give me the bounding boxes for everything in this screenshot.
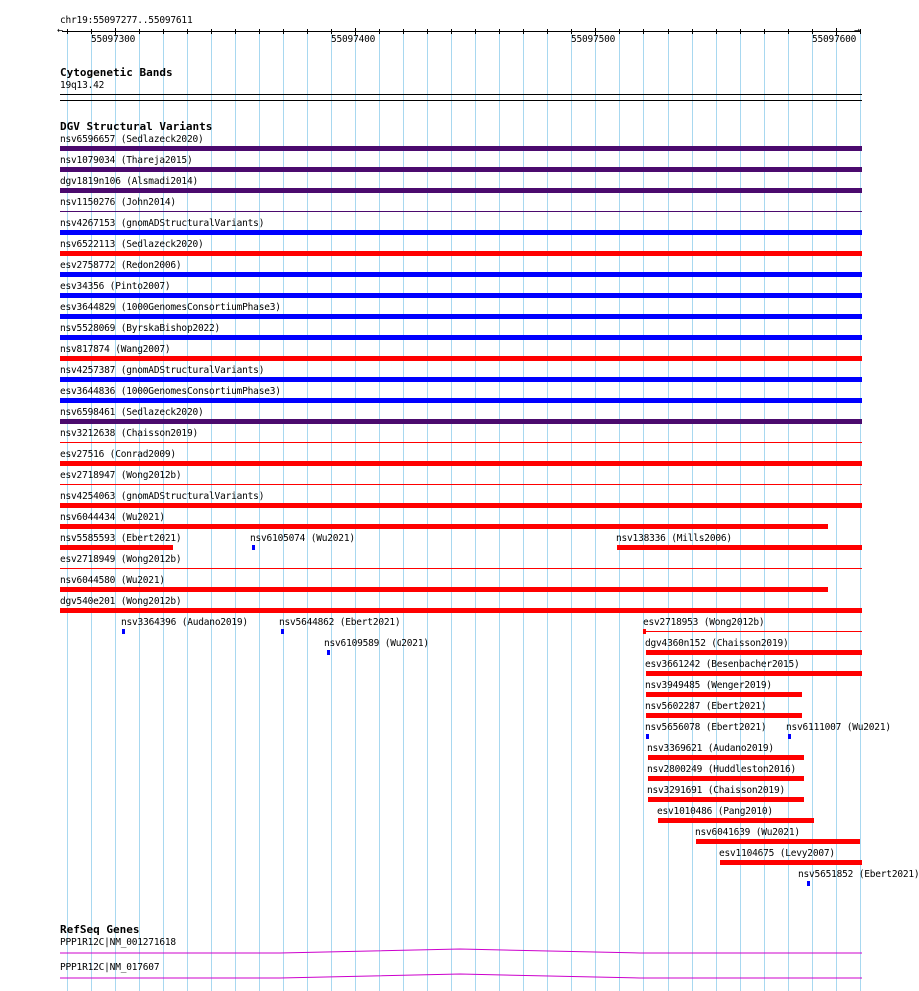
variant-feature[interactable] <box>60 188 862 193</box>
ruler-minor-tick <box>788 29 789 34</box>
variant-feature[interactable] <box>60 335 862 340</box>
variant-feature[interactable] <box>60 211 862 212</box>
variant-feature[interactable] <box>122 629 125 634</box>
variant-label[interactable]: nsv3364396 (Audano2019) <box>121 617 248 628</box>
cytoband-line-lower <box>60 100 862 101</box>
variant-feature[interactable] <box>60 398 862 403</box>
variant-feature[interactable] <box>788 734 791 739</box>
variant-label[interactable]: esv2758772 (Redon2006) <box>60 260 182 271</box>
variant-label[interactable]: nsv5651852 (Ebert2021) <box>798 869 919 880</box>
variant-feature[interactable] <box>648 755 804 760</box>
variant-feature[interactable] <box>646 671 862 676</box>
ruler-minor-tick <box>740 29 741 34</box>
ruler-arrow-right-icon: → <box>854 25 860 36</box>
variant-label[interactable]: nsv4267153 (gnomADStructuralVariants) <box>60 218 265 229</box>
variant-label[interactable]: nsv138336 (Mills2006) <box>616 533 732 544</box>
variant-label[interactable]: dgv540e201 (Wong2012b) <box>60 596 182 607</box>
variant-feature[interactable] <box>60 608 862 613</box>
variant-label[interactable]: dgv1819n106 (Alsmadi2014) <box>60 176 198 187</box>
variant-label[interactable]: esv27516 (Conrad2009) <box>60 449 176 460</box>
variant-label[interactable]: nsv5602287 (Ebert2021) <box>645 701 767 712</box>
variant-feature[interactable] <box>807 881 810 886</box>
variant-label[interactable]: nsv1079034 (Thareja2015) <box>60 155 193 166</box>
variant-feature[interactable] <box>60 568 862 569</box>
ruler-tick-label: 55097600 <box>812 34 857 45</box>
ruler-minor-tick <box>668 29 669 34</box>
variant-label[interactable]: esv2718947 (Wong2012b) <box>60 470 182 481</box>
variant-label[interactable]: nsv6105074 (Wu2021) <box>250 533 355 544</box>
ruler-position-label: chr19:55097277..55097611 <box>60 15 193 26</box>
variant-label[interactable]: nsv3949485 (Wenger2019) <box>645 680 772 691</box>
variant-label[interactable]: nsv6596657 (Sedlazeck2020) <box>60 134 204 145</box>
ruler-minor-tick <box>475 29 476 34</box>
ruler-minor-tick <box>619 29 620 34</box>
ruler-minor-tick <box>643 29 644 34</box>
variant-label[interactable]: nsv6522113 (Sedlazeck2020) <box>60 239 204 250</box>
variant-label[interactable]: esv2718953 (Wong2012b) <box>643 617 765 628</box>
variant-label[interactable]: esv3644836 (1000GenomesConsortiumPhase3) <box>60 386 281 397</box>
variant-label[interactable]: nsv6044580 (Wu2021) <box>60 575 165 586</box>
ruler-minor-tick <box>427 29 428 34</box>
variant-label[interactable]: nsv3369621 (Audano2019) <box>647 743 774 754</box>
variant-feature[interactable] <box>60 377 862 382</box>
ruler-minor-tick <box>163 29 164 34</box>
variant-feature[interactable] <box>60 503 862 508</box>
variant-feature[interactable] <box>281 629 284 634</box>
variant-feature[interactable] <box>646 650 862 655</box>
ruler-minor-tick <box>716 29 717 34</box>
ruler-minor-tick <box>259 29 260 34</box>
variant-label[interactable]: nsv817874 (Wang2007) <box>60 344 171 355</box>
variant-feature[interactable] <box>60 356 862 361</box>
ruler-tick-label: 55097500 <box>571 34 616 45</box>
ruler-minor-tick <box>307 29 308 34</box>
ruler-minor-tick <box>764 29 765 34</box>
ruler-minor-tick <box>523 29 524 34</box>
variant-feature[interactable] <box>252 545 255 550</box>
variant-feature[interactable] <box>658 818 814 823</box>
variant-label[interactable]: nsv5656078 (Ebert2021) <box>645 722 767 733</box>
variant-feature[interactable] <box>696 839 860 844</box>
variant-label[interactable]: nsv4257387 (gnomADStructuralVariants) <box>60 365 265 376</box>
gene-label[interactable]: PPP1R12C|NM_001271618 <box>60 937 176 948</box>
variant-feature[interactable] <box>327 650 330 655</box>
ruler-minor-tick <box>451 29 452 34</box>
ruler-minor-tick <box>67 29 68 34</box>
variant-feature[interactable] <box>643 631 862 632</box>
variant-feature[interactable] <box>60 314 862 319</box>
variant-label[interactable]: esv2718949 (Wong2012b) <box>60 554 182 565</box>
variant-feature[interactable] <box>646 692 802 697</box>
variant-feature[interactable] <box>60 230 862 235</box>
variant-label[interactable]: nsv3212638 (Chaisson2019) <box>60 428 198 439</box>
ruler-minor-tick <box>235 29 236 34</box>
variant-label[interactable]: esv1010486 (Pang2010) <box>657 806 773 817</box>
ruler-minor-tick <box>187 29 188 34</box>
variant-feature[interactable] <box>720 860 862 865</box>
variant-label[interactable]: nsv6109589 (Wu2021) <box>324 638 429 649</box>
variant-feature[interactable] <box>60 419 862 424</box>
ruler-tick-label: 55097300 <box>91 34 136 45</box>
variant-feature[interactable] <box>60 146 862 151</box>
ruler-minor-tick <box>139 29 140 34</box>
variant-label[interactable]: nsv1150276 (John2014) <box>60 197 176 208</box>
variant-feature[interactable] <box>60 524 828 529</box>
variant-feature[interactable] <box>648 776 804 781</box>
variant-feature[interactable] <box>646 713 802 718</box>
variant-feature[interactable] <box>648 797 804 802</box>
ruler-minor-tick <box>379 29 380 34</box>
variant-feature[interactable] <box>60 484 862 485</box>
variant-label[interactable]: nsv3291691 (Chaisson2019) <box>647 785 785 796</box>
cytobands-track-title[interactable]: Cytogenetic Bands <box>60 66 173 79</box>
variant-feature[interactable] <box>617 545 862 550</box>
variant-label[interactable]: esv1104675 (Levy2007) <box>719 848 835 859</box>
variant-label[interactable]: nsv6111007 (Wu2021) <box>786 722 891 733</box>
variant-label[interactable]: nsv4254063 (gnomADStructuralVariants) <box>60 491 265 502</box>
variant-label[interactable]: esv34356 (Pinto2007) <box>60 281 171 292</box>
variant-label[interactable]: esv3644829 (1000GenomesConsortiumPhase3) <box>60 302 281 313</box>
variant-feature[interactable] <box>60 272 862 277</box>
variant-label[interactable]: nsv5585593 (Ebert2021) <box>60 533 182 544</box>
variant-label[interactable]: nsv2800249 (Huddleston2016) <box>647 764 797 775</box>
gene-feature[interactable] <box>60 971 870 981</box>
cytoband-line-upper <box>60 94 862 95</box>
dgv-track-title[interactable]: DGV Structural Variants <box>60 120 213 133</box>
ruler-minor-tick <box>547 29 548 34</box>
variant-feature[interactable] <box>60 461 862 466</box>
ruler-minor-tick <box>692 29 693 34</box>
variant-feature[interactable] <box>60 442 862 443</box>
gene-feature[interactable] <box>60 946 870 956</box>
ruler-minor-tick <box>860 29 861 34</box>
variant-label[interactable]: nsv5644862 (Ebert2021) <box>279 617 401 628</box>
gene-intron-line <box>60 949 862 953</box>
variant-feature-start-marker[interactable] <box>643 629 646 634</box>
ruler-minor-tick <box>211 29 212 34</box>
variant-label[interactable]: dgv4360n152 (Chaisson2019) <box>645 638 789 649</box>
variant-label[interactable]: nsv6044434 (Wu2021) <box>60 512 165 523</box>
ruler-minor-tick <box>283 29 284 34</box>
variant-feature[interactable] <box>646 734 649 739</box>
variant-label[interactable]: nsv6041639 (Wu2021) <box>695 827 800 838</box>
ruler-minor-tick <box>499 29 500 34</box>
variant-label[interactable]: nsv5528069 (ByrskaBishop2022) <box>60 323 221 334</box>
ruler-tick-label: 55097400 <box>331 34 376 45</box>
variant-label[interactable]: nsv6598461 (Sedlazeck2020) <box>60 407 204 418</box>
variant-feature[interactable] <box>60 293 862 298</box>
refseq-track-title[interactable]: RefSeq Genes <box>60 923 140 936</box>
ruler-arrow-left-icon: ← <box>57 25 63 36</box>
variant-feature[interactable] <box>60 251 862 256</box>
variant-feature[interactable] <box>60 587 828 592</box>
gene-intron-line <box>60 974 862 978</box>
cytoband-label: 19q13.42 <box>60 80 105 91</box>
gene-label[interactable]: PPP1R12C|NM_017607 <box>60 962 160 973</box>
variant-feature[interactable] <box>60 167 862 172</box>
variant-feature[interactable] <box>60 545 173 550</box>
ruler-minor-tick <box>403 29 404 34</box>
variant-label[interactable]: esv3661242 (Besenbacher2015) <box>645 659 800 670</box>
